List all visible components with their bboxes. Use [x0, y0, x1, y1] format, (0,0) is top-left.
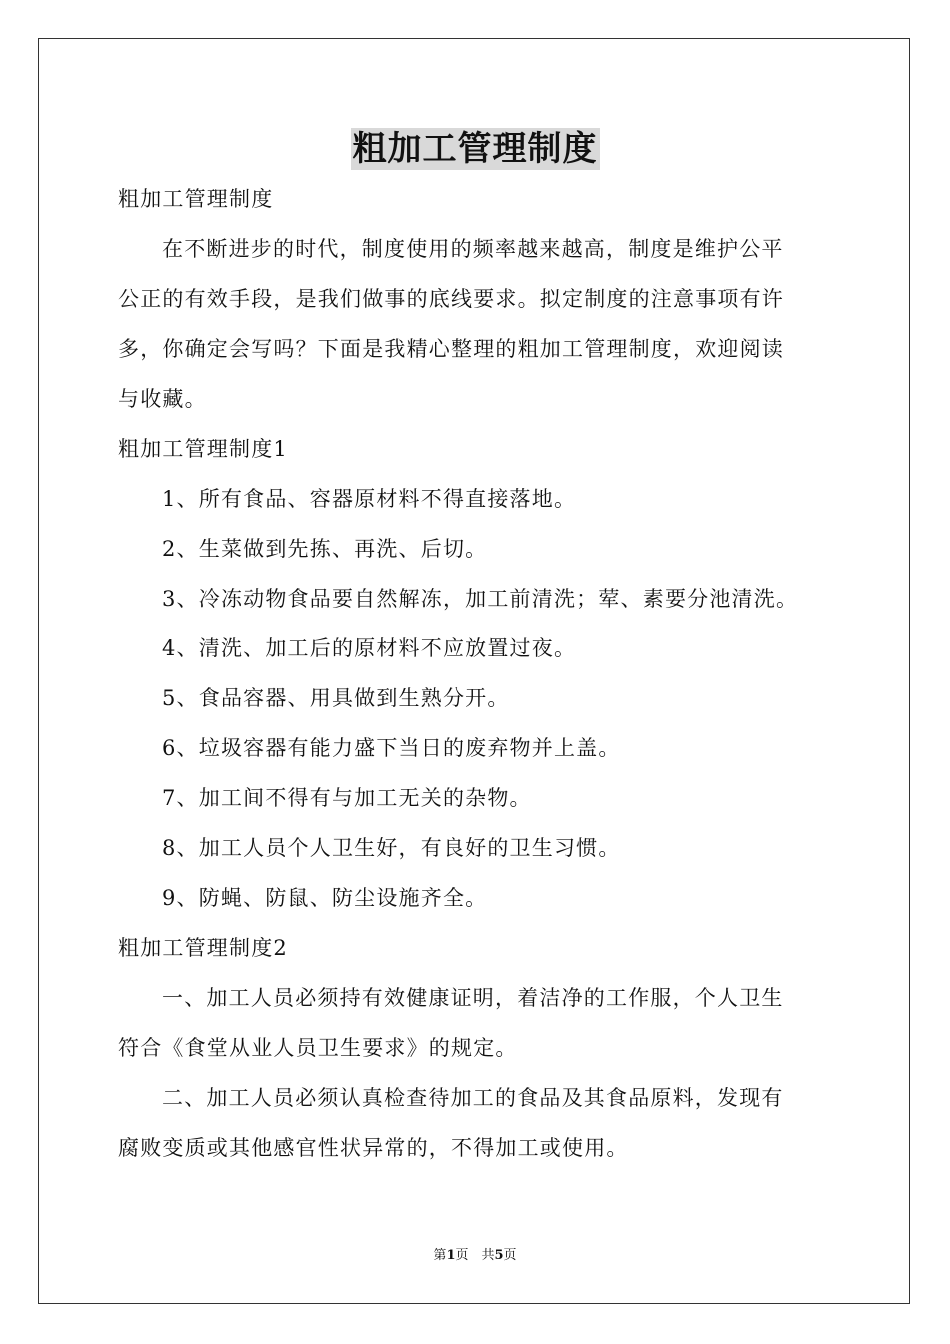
section1-item: 3、冷冻动物食品要自然解冻，加工前清洗；荤、素要分池清洗。	[162, 587, 799, 611]
footer-page-current: 1	[446, 1248, 456, 1263]
title-wrap	[0, 128, 950, 170]
section2-para2-line-2: 腐败变质或其他感官性状异常的，不得加工或使用。	[118, 1136, 629, 1160]
intro-line-2: 公正的有效手段，是我们做事的底线要求。拟定制度的注意事项有许	[118, 287, 784, 311]
document-title: 粗加工管理制度	[352, 129, 598, 169]
section1-item: 8、加工人员个人卫生好，有良好的卫生习惯。	[162, 836, 621, 860]
section2-para1-line-2: 符合《食堂从业人员卫生要求》的规定。	[118, 1036, 518, 1060]
section1-heading: 粗加工管理制度1	[118, 437, 288, 461]
section2-para1-line-1: 一、加工人员必须持有效健康证明，着洁净的工作服，个人卫生	[162, 986, 784, 1010]
section1-item: 6、垃圾容器有能力盛下当日的废弃物并上盖。	[162, 736, 621, 760]
subtitle: 粗加工管理制度	[118, 187, 274, 211]
footer-page-total: 5	[494, 1248, 504, 1263]
footer-page-prefix: 第	[433, 1248, 447, 1263]
section2-para2-line-1: 二、加工人员必须认真检查待加工的食品及其食品原料，发现有	[162, 1086, 784, 1110]
section1-item: 7、加工间不得有与加工无关的杂物。	[162, 786, 532, 810]
section1-item: 5、食品容器、用具做到生熟分开。	[162, 686, 510, 710]
intro-line-3: 多，你确定会写吗？下面是我精心整理的粗加工管理制度，欢迎阅读	[118, 337, 784, 361]
section1-item: 9、防蝇、防鼠、防尘设施齐全。	[162, 886, 488, 910]
section1-item: 4、清洗、加工后的原材料不应放置过夜。	[162, 636, 577, 660]
footer-page-mid: 页 共	[455, 1248, 495, 1263]
section1-item: 2、生菜做到先拣、再洗、后切。	[162, 537, 488, 561]
page-border	[38, 38, 910, 1304]
page-footer	[0, 1248, 950, 1264]
section1-item: 1、所有食品、容器原材料不得直接落地。	[162, 487, 577, 511]
intro-line-1: 在不断进步的时代，制度使用的频率越来越高，制度是维护公平	[162, 237, 784, 261]
intro-line-4: 与收藏。	[118, 387, 207, 411]
section2-heading: 粗加工管理制度2	[118, 936, 288, 960]
footer-page-suffix: 页	[503, 1248, 517, 1263]
